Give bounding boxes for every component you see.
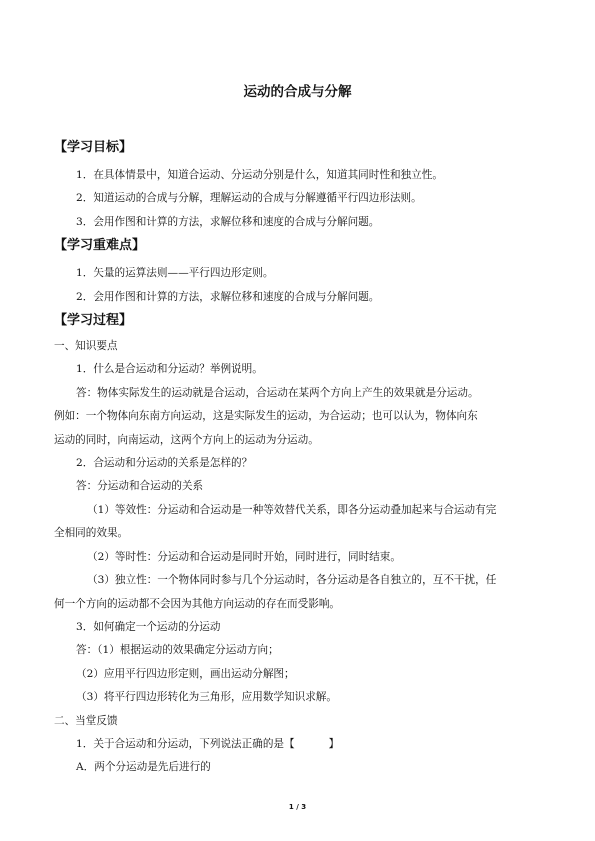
key-point-item: 2．会用作图和计算的方法，求解位移和速度的合成与分解问题。 [76,290,380,303]
question-2: 2．合运动和分运动的关系是怎样的？ [76,457,253,470]
question-3: 3．如何确定一个运动的分运动 [76,620,221,633]
key-points-heading: 【学习重难点】 [54,238,146,254]
goal-item: 3．会用作图和计算的方法，求解位移和速度的合成与分解问题。 [76,215,380,228]
goal-item: 1．在具体情景中，知道合运动、分运动分别是什么，知道其同时性和独立性。 [76,169,443,181]
page-title: 运动的合成与分解 [243,84,352,100]
feedback-question-1 [54,733,544,756]
goals-heading: 【学习目标】 [54,140,133,155]
document-body [54,138,544,780]
part2-title: 二、当堂反馈 [54,714,118,727]
answer-1-line: 例如：一个物体向东南方向运动，这是实际发生的运动，为合运动；也可以认为，物体向东 [54,410,478,423]
question-1: 1．什么是合运动和分运动？举例说明。 [76,363,263,376]
answer-1-line: 答：物体实际发生的运动就是合运动，合运动在某两个方向上产生的效果就是分运动。 [76,386,479,399]
feedback-question-1-close: 】 [328,737,340,750]
feedback-option-a: A．两个分运动是先后进行的 [76,761,211,774]
answer-2-point-2: （2）等时性：分运动和合运动是同时开始，同时进行，同时结束。 [87,550,401,563]
answer-3-line: （2）应用平行四边形定则，画出运动分解图； [76,667,295,680]
answer-3-line: 答：（1）根据运动的效果确定分运动方向； [76,644,279,657]
answer-2-point-3-cont: 何一个方向的运动都不会因为其他方向运动的存在而受影响。 [54,597,341,610]
answer-2-intro: 答：分运动和合运动的关系 [76,480,204,493]
page-number: 1 / 3 [288,803,307,811]
answer-2-point-3: （3）独立性：一个物体同时参与几个分运动时，各分运动是各自独立的，互不干扰，任 [87,574,497,587]
key-point-item: 1．矢量的运算法则——平行四边形定则。 [76,267,274,280]
process-heading: 【学习过程】 [54,313,133,329]
answer-2-point-1-cont: 全相同的效果。 [54,527,129,540]
part1-title: 一、知识要点 [54,340,118,353]
feedback-question-1-text: 1．关于合运动和分运动，下列说法正确的是【 [76,737,295,750]
goal-item: 2．知道运动的合成与分解，理解运动的合成与分解遵循平行四边形法则。 [76,192,422,205]
answer-3-line: （3）将平行四边形转化为三角形，应用数学知识求解。 [76,691,337,704]
answer-1-line: 运动的同时，向南运动，这两个方向上的运动为分运动。 [54,433,319,446]
answer-2-point-1: （1）等效性：分运动和合运动是一种等效替代关系，即各分运动叠加起来与合运动有完 [87,503,497,516]
